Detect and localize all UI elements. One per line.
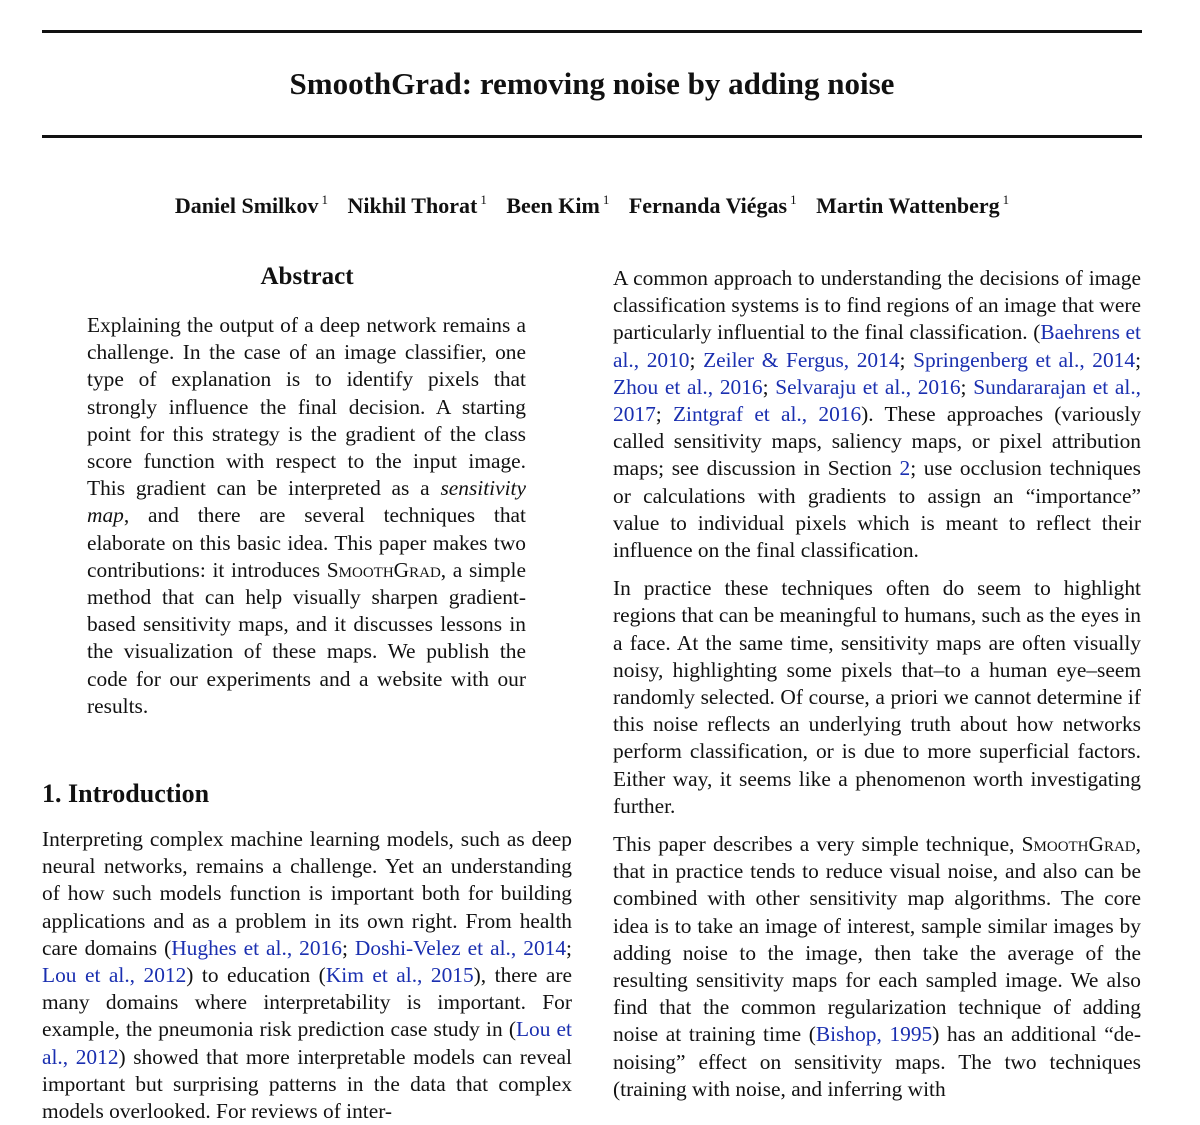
body-text: A common approach to understanding the decisions of image classification systems is to find regions of an image that were particularly influential to the final classification. ( [613, 266, 1141, 345]
citation-link[interactable]: Kim et al., 2015 [325, 963, 474, 988]
body-text: ) to education ( [186, 963, 326, 988]
author [506, 185, 609, 221]
author-affiliation: 1 [602, 192, 610, 207]
author-affiliation: 1 [790, 192, 797, 207]
author-affiliation: 1 [321, 192, 328, 207]
author-name: Daniel Smilkov [174, 193, 319, 218]
abstract-emphasis: sensitivity map [87, 476, 526, 528]
body-text: ; [341, 935, 355, 960]
abstract-text: Explaining the output of a deep network remains a challenge. In the case of an image classifier, one type of explanation is to identify pixels that strongly influence the final decision. A starting point for this strategy is the gradient of the class score function with respect to the input image. This gradient can be interpreted as a [87, 313, 526, 501]
body-text: , that in practice tends to reduce visual noise, and also can be combined with other sensitivity map algorithms. The core idea is to take an image of interest, sample similar images by adding noise to the image, then take the average of the resulting sensitivity maps for each sampled image. We also find that the common regularization technique of adding noise at training time ( [613, 832, 1141, 1047]
right-paragraph-3 [613, 831, 1141, 1103]
citation-link[interactable]: Zeiler & Fergus, 2014 [703, 347, 900, 372]
method-name: SmoothGrad [326, 557, 441, 582]
abstract-heading: Abstract [260, 263, 354, 290]
abstract-text: , a simple method that can help visually sharpen gradient-based sensitivity maps, and it discusses lessons in the visualization of these maps. We publish the code for our experiments and a website with our results. [87, 557, 526, 718]
body-text: ; [566, 935, 572, 960]
citation-link[interactable]: Bishop, 1995 [815, 1022, 933, 1047]
body-text: ). These approaches (variously called sensitivity maps, saliency maps, or pixel attribution maps; see discussion in Section [613, 402, 1142, 481]
author [175, 185, 328, 221]
title-rule-top [42, 30, 1142, 33]
body-text: ; [1135, 347, 1142, 372]
body-text: ; [960, 374, 974, 399]
citation-link[interactable]: Hughes et al., 2016 [171, 935, 342, 960]
citation-link[interactable]: Baehrens et al., 2010 [613, 320, 1141, 372]
abstract-text: , and there are several techniques that elaborate on this basic idea. This paper makes two contributions: it introduces [87, 503, 526, 582]
author-name: Been Kim [506, 193, 600, 218]
right-paragraph-1 [613, 265, 1141, 564]
introduction-body [42, 826, 572, 1125]
author-affiliation: 1 [1002, 192, 1010, 207]
citation-link[interactable]: Lou et al., 2012 [42, 1017, 572, 1069]
section-link[interactable]: 2 [899, 456, 911, 481]
author [816, 185, 1009, 221]
citation-link[interactable]: Zintgraf et al., 2016 [672, 402, 862, 427]
body-text: ; [762, 374, 776, 399]
citation-link[interactable]: Springenberg et al., 2014 [913, 347, 1136, 372]
body-text: Interpreting complex machine learning models, such as deep neural networks, remains a challenge. Yet an understanding of how such models function is important both for building applications and as a problem in its own right. From health care domains ( [42, 827, 572, 960]
citation-link[interactable]: Sundararajan et al., 2017 [613, 374, 1142, 427]
body-text: ; [689, 347, 704, 372]
paper-title: SmoothGrad: removing noise by adding noise [289, 66, 895, 101]
body-text: ; [899, 347, 914, 372]
right-paragraph-2: In practice these techniques often do seem to highlight regions that can be meaningful to humans, such as the eyes in a face. At the same time, sensitivity maps are often visually noisy, highlighting some pixels that–to a human eye–seem randomly selected. Of course, a priori we cannot determine if this noise reflects an underlying truth about how networks perform classification, or is due to more superficial factors. Either way, it seems like a phenomenon worth investigating further. [613, 576, 1141, 818]
author-name: Nikhil Thorat [347, 193, 478, 218]
citation-link[interactable]: Doshi-Velez et al., 2014 [354, 935, 567, 960]
body-text: This paper describes a very simple technique, [613, 832, 1022, 857]
citation-link[interactable]: Zhou et al., 2016 [613, 374, 763, 399]
author-affiliation: 1 [480, 192, 487, 207]
author [629, 185, 797, 221]
section-heading-introduction: 1. Introduction [42, 779, 210, 808]
abstract-body [87, 312, 526, 720]
author [348, 185, 487, 221]
body-text: ) showed that more interpretable models can reveal important but surprising patterns in the data that complex models overlooked. For reviews of inter- [42, 1044, 572, 1124]
body-text: ; use occlusion techniques or calculations with gradients to assign an “importance” value to individual pixels which is meant to reflect their influence on the final classification. [613, 456, 1141, 563]
body-text: ; [655, 402, 673, 427]
method-name: SmoothGrad [1021, 832, 1136, 857]
introduction-paragraph [42, 826, 572, 1125]
body-text: ) has an additional “de-noising” effect on sensitivity maps. The two techniques (training with noise, and inferring with [613, 1022, 1141, 1101]
body-text: ), there are many domains where interpretability is important. For example, the pneumonia risk prediction case study in ( [42, 963, 572, 1042]
citation-link[interactable]: Selvaraju et al., 2016 [775, 374, 961, 399]
title-rule-bottom [42, 135, 1142, 138]
right-column [613, 265, 1141, 1103]
author-name: Fernanda Viégas [628, 193, 788, 218]
citation-link[interactable]: Lou et al., 2012 [42, 963, 187, 988]
abstract-paragraph [87, 312, 526, 720]
author-list [42, 185, 1142, 221]
author-name: Martin Wattenberg [816, 193, 1000, 218]
